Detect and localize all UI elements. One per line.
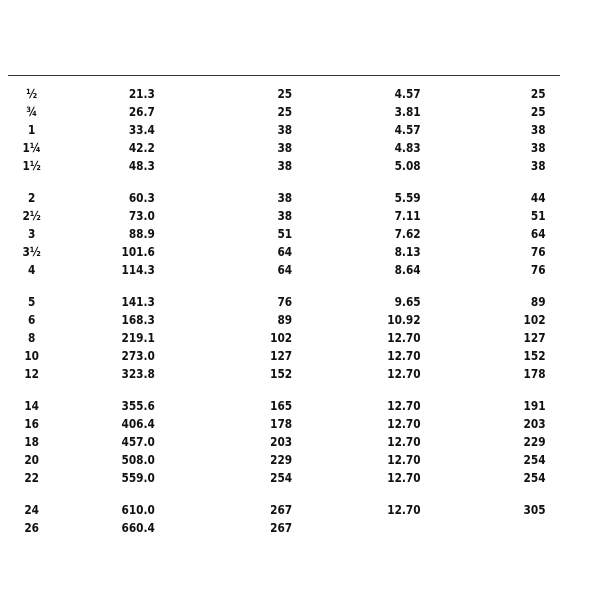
- row-group: [0, 397, 600, 487]
- row-group: [0, 85, 600, 175]
- table-row: [0, 157, 546, 175]
- row-group: [0, 189, 600, 279]
- table-cell: 229: [270, 453, 293, 467]
- table-cell: 22: [24, 471, 40, 485]
- table-cell: 8.13: [394, 245, 421, 259]
- table-cell: 660.4: [121, 521, 155, 535]
- row-group: [0, 293, 600, 383]
- table-cell: 44: [530, 191, 546, 205]
- table-cell: 76: [530, 263, 546, 277]
- table-cell: 102: [270, 331, 293, 345]
- table-cell: 219.1: [121, 331, 155, 345]
- table-row: [0, 225, 546, 243]
- table-cell: 457.0: [121, 435, 155, 449]
- table-cell: 64: [277, 263, 293, 277]
- table-cell: 12.70: [387, 435, 421, 449]
- table-cell: 20: [24, 453, 40, 467]
- table-row: [0, 139, 546, 157]
- table-cell: 5: [27, 295, 36, 309]
- table-cell: 4.83: [394, 141, 421, 155]
- table-cell: 1¼: [22, 141, 41, 155]
- table-cell: 64: [277, 245, 293, 259]
- table-cell: 4.57: [394, 123, 421, 137]
- table-cell: 254: [523, 453, 546, 467]
- table-cell: 8: [27, 331, 36, 345]
- table-cell: 273.0: [121, 349, 155, 363]
- table-row: [0, 433, 546, 451]
- table-row: [0, 451, 546, 469]
- table-cell: 3.81: [394, 105, 421, 119]
- table-cell: 323.8: [121, 367, 155, 381]
- table-cell: 25: [277, 87, 293, 101]
- table-cell: 178: [523, 367, 546, 381]
- table-cell: 12.70: [387, 417, 421, 431]
- table-cell: 3½: [22, 245, 41, 259]
- table-cell: 4.57: [394, 87, 421, 101]
- table-cell: 38: [277, 123, 293, 137]
- table-cell: 610.0: [121, 503, 155, 517]
- table-cell: 7.62: [394, 227, 421, 241]
- table-cell: 101.6: [121, 245, 155, 259]
- table-cell: 1½: [22, 159, 41, 173]
- table-cell: 6: [27, 313, 36, 327]
- table-cell: 26.7: [128, 105, 155, 119]
- data-table: [0, 85, 600, 535]
- table-cell: 5.59: [394, 191, 421, 205]
- table-cell: 559.0: [121, 471, 155, 485]
- table-cell: 267: [270, 503, 293, 517]
- table-cell: 24: [24, 503, 40, 517]
- table-cell: 48.3: [128, 159, 155, 173]
- table-row: [0, 293, 546, 311]
- table-cell: 25: [277, 105, 293, 119]
- table-cell: ½: [26, 87, 38, 101]
- table-cell: 12.70: [387, 503, 421, 517]
- table-cell: 76: [530, 245, 546, 259]
- table-cell: 18: [24, 435, 40, 449]
- table-cell: 12: [24, 367, 40, 381]
- table-cell: 76: [277, 295, 293, 309]
- table-cell: 127: [523, 331, 546, 345]
- table-row: [0, 261, 546, 279]
- table-cell: 2½: [22, 209, 41, 223]
- table-cell: 10.92: [387, 313, 421, 327]
- table-cell: 12.70: [387, 399, 421, 413]
- table-cell: 12.70: [387, 453, 421, 467]
- table-cell: 60.3: [128, 191, 155, 205]
- table-cell: 38: [277, 209, 293, 223]
- table-cell: 38: [277, 191, 293, 205]
- table-cell: 5.08: [394, 159, 421, 173]
- table-cell: 38: [277, 159, 293, 173]
- table-cell: 25: [530, 105, 546, 119]
- table-cell: 21.3: [128, 87, 155, 101]
- table-cell: 42.2: [128, 141, 155, 155]
- table-cell: 25: [530, 87, 546, 101]
- table-cell: 12.70: [387, 331, 421, 345]
- table-row: [0, 347, 546, 365]
- table-cell: 165: [270, 399, 293, 413]
- table-cell: 3: [27, 227, 36, 241]
- table-cell: 254: [523, 471, 546, 485]
- table-cell: 12.70: [387, 471, 421, 485]
- table-row: [0, 365, 546, 383]
- table-row: [0, 103, 546, 121]
- table-cell: 89: [277, 313, 293, 327]
- table-cell: 203: [523, 417, 546, 431]
- table-row: [0, 85, 546, 103]
- table-cell: 305: [523, 503, 546, 517]
- table-cell: 9.65: [394, 295, 421, 309]
- table-cell: 508.0: [121, 453, 155, 467]
- table-cell: 254: [270, 471, 293, 485]
- table-cell: 14: [24, 399, 40, 413]
- table-cell: 38: [277, 141, 293, 155]
- table-cell: 88.9: [128, 227, 155, 241]
- row-group: [0, 501, 600, 537]
- table-cell: 7.11: [394, 209, 421, 223]
- table-cell: 10: [24, 349, 40, 363]
- table-cell: 114.3: [121, 263, 155, 277]
- table-cell: 38: [530, 123, 546, 137]
- table-cell: ¾: [26, 105, 38, 119]
- table-cell: 203: [270, 435, 293, 449]
- table-row: [0, 329, 546, 347]
- table-cell: 406.4: [121, 417, 155, 431]
- table-cell: 89: [530, 295, 546, 309]
- table-row: [0, 469, 546, 487]
- table-cell: 229: [523, 435, 546, 449]
- table-cell: 168.3: [121, 313, 155, 327]
- table-cell: 1: [27, 123, 36, 137]
- table-row: [0, 189, 546, 207]
- table-cell: 33.4: [128, 123, 155, 137]
- table-top-rule: [8, 75, 560, 76]
- table-cell: 73.0: [128, 209, 155, 223]
- table-cell: 64: [530, 227, 546, 241]
- table-cell: 8.64: [394, 263, 421, 277]
- table-cell: 38: [530, 141, 546, 155]
- table-row: [0, 501, 546, 519]
- table-row: [0, 121, 546, 139]
- table-cell: 26: [24, 521, 40, 535]
- table-cell: 12.70: [387, 367, 421, 381]
- table-row: [0, 243, 546, 261]
- table-cell: 2: [27, 191, 36, 205]
- table-cell: 12.70: [387, 349, 421, 363]
- table-cell: 16: [24, 417, 40, 431]
- table-cell: 267: [270, 521, 293, 535]
- table-cell: 178: [270, 417, 293, 431]
- table-cell: 141.3: [121, 295, 155, 309]
- table-cell: 152: [270, 367, 293, 381]
- table-cell: 4: [27, 263, 36, 277]
- table-cell: 191: [523, 399, 546, 413]
- table-row: [0, 311, 546, 329]
- table-cell: 152: [523, 349, 546, 363]
- table-row: [0, 519, 528, 537]
- table-cell: 38: [530, 159, 546, 173]
- table-cell: 102: [523, 313, 546, 327]
- table-cell: 127: [270, 349, 293, 363]
- table-cell: 355.6: [121, 399, 155, 413]
- table-cell: 51: [277, 227, 293, 241]
- table-row: [0, 415, 546, 433]
- table-row: [0, 397, 546, 415]
- table-row: [0, 207, 546, 225]
- table-cell: 51: [530, 209, 546, 223]
